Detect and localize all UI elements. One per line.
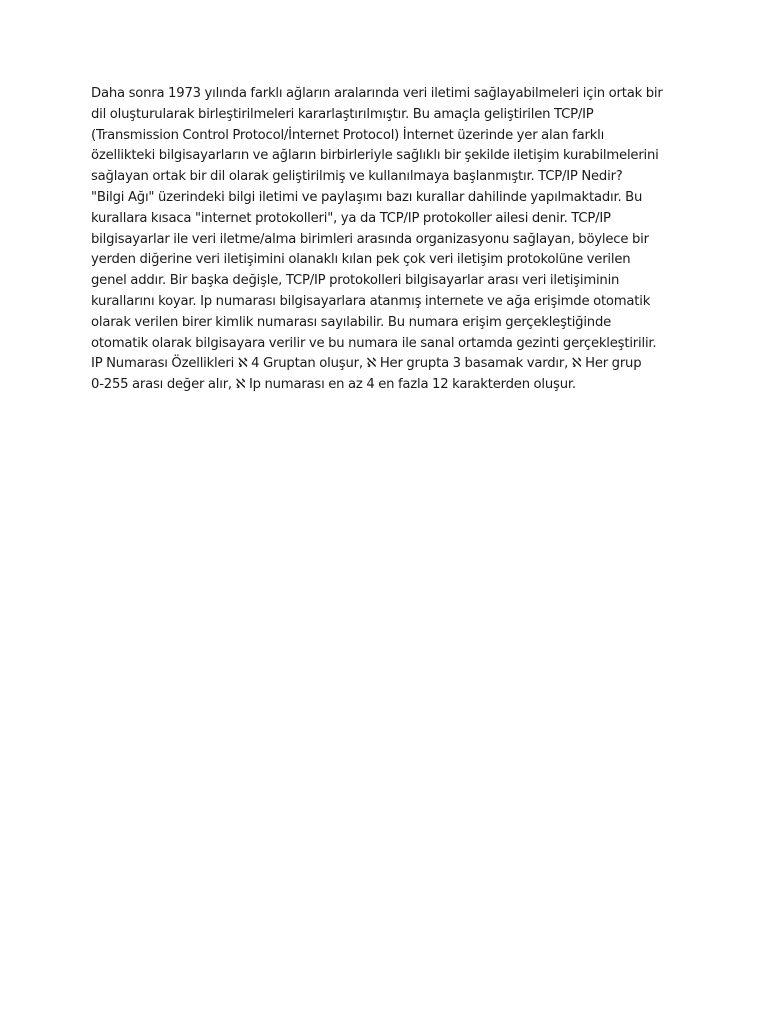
text-line: IP Numarası Özellikleri ℵ 4 Gruptan oluşur, ℵ Her grupta 3 basamak vardır, ℵ Her grup	[91, 356, 642, 372]
text-line: kurallara kısaca "internet protokolleri", ya da TCP/IP protokoller ailesi denir. TCP/IP	[91, 210, 611, 226]
text-line: yerden diğerine veri iletişimini olanaklı kılan pek çok veri iletişim protokolüne verilen	[91, 252, 631, 268]
text-line: kurallarını koyar. Ip numarası bilgisayarlara atanmış internete ve ağa erişimde otomatik	[91, 293, 651, 309]
text-line: Daha sonra 1973 yılında farklı ağların aralarında veri iletimi sağlayabilmeleri için ortak bir	[91, 86, 663, 101]
text-line: sağlayan ortak bir dil olarak geliştirilmiş ve kullanılmaya başlanmıştır. TCP/IP Nedir?	[91, 169, 623, 185]
text-line: özellikteki bilgisayarların ve ağların birbirleriyle sağlıklı bir şekilde iletişim kurabilmelerini	[91, 148, 659, 164]
text-line: otomatik olarak bilgisayara verilir ve bu numara ile sanal ortamda gezinti gerçekleştirilir.	[91, 335, 657, 351]
text-line: (Transmission Control Protocol/İnternet Protocol) İnternet üzerinde yer alan farklı	[91, 127, 605, 143]
text-line: bilgisayarlar ile veri iletme/alma birimleri arasında organizasyonu sağlayan, böylece bir	[91, 231, 649, 247]
text-line: "Bilgi Ağı" üzerindeki bilgi iletimi ve paylaşımı bazı kurallar dahilinde yapılmaktadır. Bu	[91, 189, 643, 205]
text-line: olarak verilen birer kimlik numarası sayılabilir. Bu numara erişim gerçekleştiğinde	[91, 314, 612, 330]
body-paragraph	[91, 84, 691, 396]
text-line: 0-255 arası değer alır, ℵ Ip numarası en az 4 en fazla 12 karakterden oluşur.	[91, 377, 576, 393]
text-line: genel addır. Bir başka değişle, TCP/IP protokolleri bilgisayarlar arası veri iletişiminin	[91, 273, 620, 289]
text-line: dil oluşturularak birleştirilmeleri kararlaştırılmıştır. Bu amaçla geliştirilen TCP/IP	[91, 106, 594, 122]
